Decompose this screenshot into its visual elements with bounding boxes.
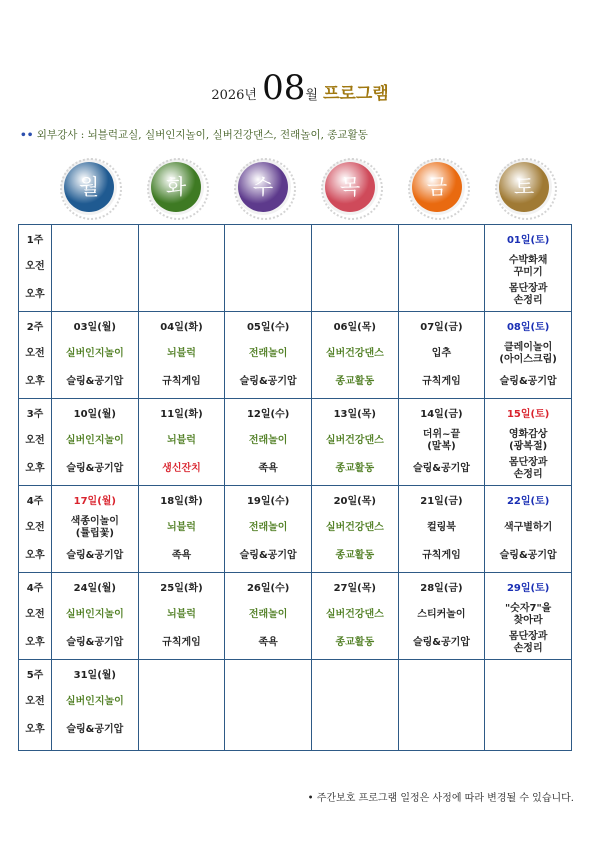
cell-date: 19일(수) xyxy=(246,496,290,507)
calendar-table xyxy=(18,224,572,751)
pm-activity: 슬링&공기압 xyxy=(412,463,470,474)
week-row xyxy=(19,486,572,573)
day-cell xyxy=(138,312,225,399)
day-cell xyxy=(138,399,225,486)
day-cell xyxy=(52,225,139,312)
pm-activity: 몸단장과 손정리 xyxy=(508,283,548,306)
week-label-cell xyxy=(19,399,52,486)
week-number: 4주 xyxy=(26,583,44,594)
day-cell xyxy=(225,660,312,751)
am-activity: 더위~끝 (말복) xyxy=(422,429,461,452)
am-activity: 뇌블럭 xyxy=(166,435,196,446)
pm-activity: 슬링&공기압 xyxy=(66,724,124,735)
cell-date: 29일(토) xyxy=(506,583,550,594)
cell-date: 15일(토) xyxy=(506,409,550,420)
pm-activity: 슬링&공기압 xyxy=(66,376,124,387)
day-cell xyxy=(311,225,398,312)
cell-date: 07일(금) xyxy=(420,322,463,333)
day-cell xyxy=(52,573,139,660)
day-cell xyxy=(225,573,312,660)
day-cell xyxy=(485,312,572,399)
pm-activity: 규칙게임 xyxy=(422,550,461,561)
weekday-badge-4: 금 xyxy=(412,162,462,212)
am-activity: 뇌블럭 xyxy=(166,609,196,620)
day-cell xyxy=(138,573,225,660)
footer-note: • 주간보호 프로그램 일정은 사정에 따라 변경될 수 있습니다. xyxy=(307,793,574,804)
week-number: 3주 xyxy=(26,409,44,420)
day-cell xyxy=(52,399,139,486)
day-cell xyxy=(398,486,485,573)
day-cell xyxy=(225,312,312,399)
week-number: 1주 xyxy=(26,235,44,246)
week-row xyxy=(19,399,572,486)
am-activity: 전래놀이 xyxy=(248,348,288,359)
am-activity: 컬링북 xyxy=(426,522,456,533)
am-activity: 실버건강댄스 xyxy=(325,435,384,446)
day-cell xyxy=(225,225,312,312)
day-cell xyxy=(138,486,225,573)
external-instructors-text: 외부강사 : 뇌블럭교실, 실버인지놀이, 실버건강댄스, 전래놀이, 종교활동 xyxy=(36,129,368,141)
am-activity: 실버인지놀이 xyxy=(65,609,124,620)
title-month: 08 xyxy=(262,68,306,108)
cell-date: 20일(목) xyxy=(333,496,376,507)
pm-activity: 슬링&공기압 xyxy=(412,637,470,648)
cell-date: 12일(수) xyxy=(246,409,290,420)
am-activity: 전래놀이 xyxy=(248,609,288,620)
am-activity: 실버인지놀이 xyxy=(65,435,124,446)
title-month-suffix: 월 xyxy=(305,88,318,103)
pm-activity: 규칙게임 xyxy=(162,637,201,648)
pm-activity: 슬링&공기압 xyxy=(66,637,124,648)
cell-date: 05일(수) xyxy=(246,322,290,333)
cell-date: 03일(월) xyxy=(73,322,117,333)
pm-activity: 생신잔치 xyxy=(162,463,201,474)
day-cell xyxy=(311,573,398,660)
pm-label: 오후 xyxy=(25,637,45,648)
pm-activity: 슬링&공기압 xyxy=(239,376,297,387)
cell-date: 25일(화) xyxy=(160,583,203,594)
week-label-cell xyxy=(19,573,52,660)
am-activity: 실버건강댄스 xyxy=(325,348,384,359)
pm-activity: 규칙게임 xyxy=(162,376,201,387)
week-row xyxy=(19,660,572,751)
am-activity: 실버건강댄스 xyxy=(325,609,384,620)
am-activity: 수박화채 꾸미기 xyxy=(508,255,548,278)
am-activity: 전래놀이 xyxy=(248,435,288,446)
day-cell xyxy=(138,225,225,312)
week-number: 2주 xyxy=(26,322,44,333)
pm-label: 오후 xyxy=(25,463,45,474)
pm-activity: 슬링&공기압 xyxy=(66,550,124,561)
cell-date: 26일(수) xyxy=(246,583,290,594)
title-year: 2026년 xyxy=(211,88,257,103)
cell-date: 11일(화) xyxy=(160,409,203,420)
day-cell xyxy=(398,573,485,660)
pm-activity: 종교활동 xyxy=(335,376,375,387)
pm-label: 오후 xyxy=(25,376,45,387)
cell-date: 01일(토) xyxy=(506,235,550,246)
am-activity: 색종이놀이 (튤립꽃) xyxy=(70,516,119,539)
am-activity: 뇌블럭 xyxy=(166,522,196,533)
day-cell xyxy=(311,486,398,573)
am-label: 오전 xyxy=(25,609,45,620)
am-activity: 실버인지놀이 xyxy=(65,696,124,707)
weekday-badge-1: 화 xyxy=(151,162,201,212)
day-cell xyxy=(52,486,139,573)
pm-activity: 종교활동 xyxy=(335,637,375,648)
day-cell xyxy=(485,660,572,751)
day-cell xyxy=(52,660,139,751)
day-cell xyxy=(398,660,485,751)
week-label-cell xyxy=(19,225,52,312)
pm-activity: 규칙게임 xyxy=(422,376,461,387)
week-label-cell xyxy=(19,486,52,573)
week-number: 5주 xyxy=(26,670,44,681)
cell-date: 06일(목) xyxy=(333,322,376,333)
cell-date: 24일(월) xyxy=(73,583,117,594)
cell-date: 04일(화) xyxy=(160,322,203,333)
day-cell xyxy=(311,399,398,486)
week-row xyxy=(19,573,572,660)
am-activity: 영화감상 (광복절) xyxy=(508,429,548,452)
pm-activity: 몸단장과 손정리 xyxy=(508,457,548,480)
day-cell xyxy=(311,660,398,751)
am-activity: 입추 xyxy=(431,348,452,359)
title-program: 프로그램 xyxy=(322,84,389,104)
bullet-dots-icon: •• xyxy=(20,129,34,141)
weekday-badge-3: 목 xyxy=(325,162,375,212)
day-cell xyxy=(225,399,312,486)
pm-activity: 족욕 xyxy=(171,550,192,561)
am-activity: 실버건강댄스 xyxy=(325,522,384,533)
cell-date: 27일(목) xyxy=(333,583,376,594)
day-cell xyxy=(485,225,572,312)
pm-activity: 슬링&공기압 xyxy=(239,550,297,561)
am-label: 오전 xyxy=(25,522,45,533)
week-label-cell xyxy=(19,312,52,399)
am-activity: 스티커놀이 xyxy=(417,609,466,620)
weekday-badge-0: 월 xyxy=(64,162,114,212)
pm-label: 오후 xyxy=(25,724,45,735)
day-cell xyxy=(138,660,225,751)
week-row xyxy=(19,225,572,312)
week-label-cell xyxy=(19,660,52,751)
day-cell xyxy=(485,399,572,486)
pm-activity: 종교활동 xyxy=(335,550,375,561)
pm-activity: 슬링&공기압 xyxy=(499,550,557,561)
cell-date: 28일(금) xyxy=(420,583,463,594)
am-label: 오전 xyxy=(25,696,45,707)
pm-activity: 족욕 xyxy=(258,637,278,648)
cell-date: 31일(월) xyxy=(73,670,117,681)
cell-date: 22일(토) xyxy=(506,496,550,507)
pm-label: 오후 xyxy=(25,289,45,300)
am-label: 오전 xyxy=(25,435,45,446)
am-label: 오전 xyxy=(25,261,45,272)
page-title xyxy=(0,68,600,108)
am-activity: 전래놀이 xyxy=(248,522,288,533)
day-cell xyxy=(485,486,572,573)
cell-date: 21일(금) xyxy=(420,496,463,507)
day-cell xyxy=(398,399,485,486)
pm-activity: 몸단장과 손정리 xyxy=(508,631,548,654)
am-activity: "숫자7"을 찾아라 xyxy=(504,603,552,626)
week-number: 4주 xyxy=(26,496,44,507)
day-cell xyxy=(398,225,485,312)
day-cell xyxy=(311,312,398,399)
cell-date: 13일(목) xyxy=(333,409,376,420)
am-activity: 색구별하기 xyxy=(503,522,553,533)
pm-activity: 슬링&공기압 xyxy=(66,463,124,474)
pm-label: 오후 xyxy=(25,550,45,561)
day-cell xyxy=(398,312,485,399)
cell-date: 18일(화) xyxy=(160,496,203,507)
am-activity: 실버인지놀이 xyxy=(65,348,124,359)
weekday-badge-5: 토 xyxy=(499,162,549,212)
day-cell xyxy=(52,312,139,399)
external-instructors-line xyxy=(20,127,368,142)
day-cell xyxy=(225,486,312,573)
day-cell xyxy=(485,573,572,660)
cell-date: 08일(토) xyxy=(506,322,550,333)
cell-date: 14일(금) xyxy=(420,409,463,420)
pm-activity: 족욕 xyxy=(258,463,278,474)
week-row xyxy=(19,312,572,399)
weekday-badge-2: 수 xyxy=(238,162,288,212)
cell-date: 10일(월) xyxy=(73,409,117,420)
am-label: 오전 xyxy=(25,348,45,359)
pm-activity: 종교활동 xyxy=(335,463,375,474)
am-activity: 뇌블럭 xyxy=(166,348,196,359)
pm-activity: 슬링&공기압 xyxy=(499,376,557,387)
am-activity: 클레이놀이 (아이스크림) xyxy=(499,342,557,365)
cell-date: 17일(월) xyxy=(73,496,117,507)
